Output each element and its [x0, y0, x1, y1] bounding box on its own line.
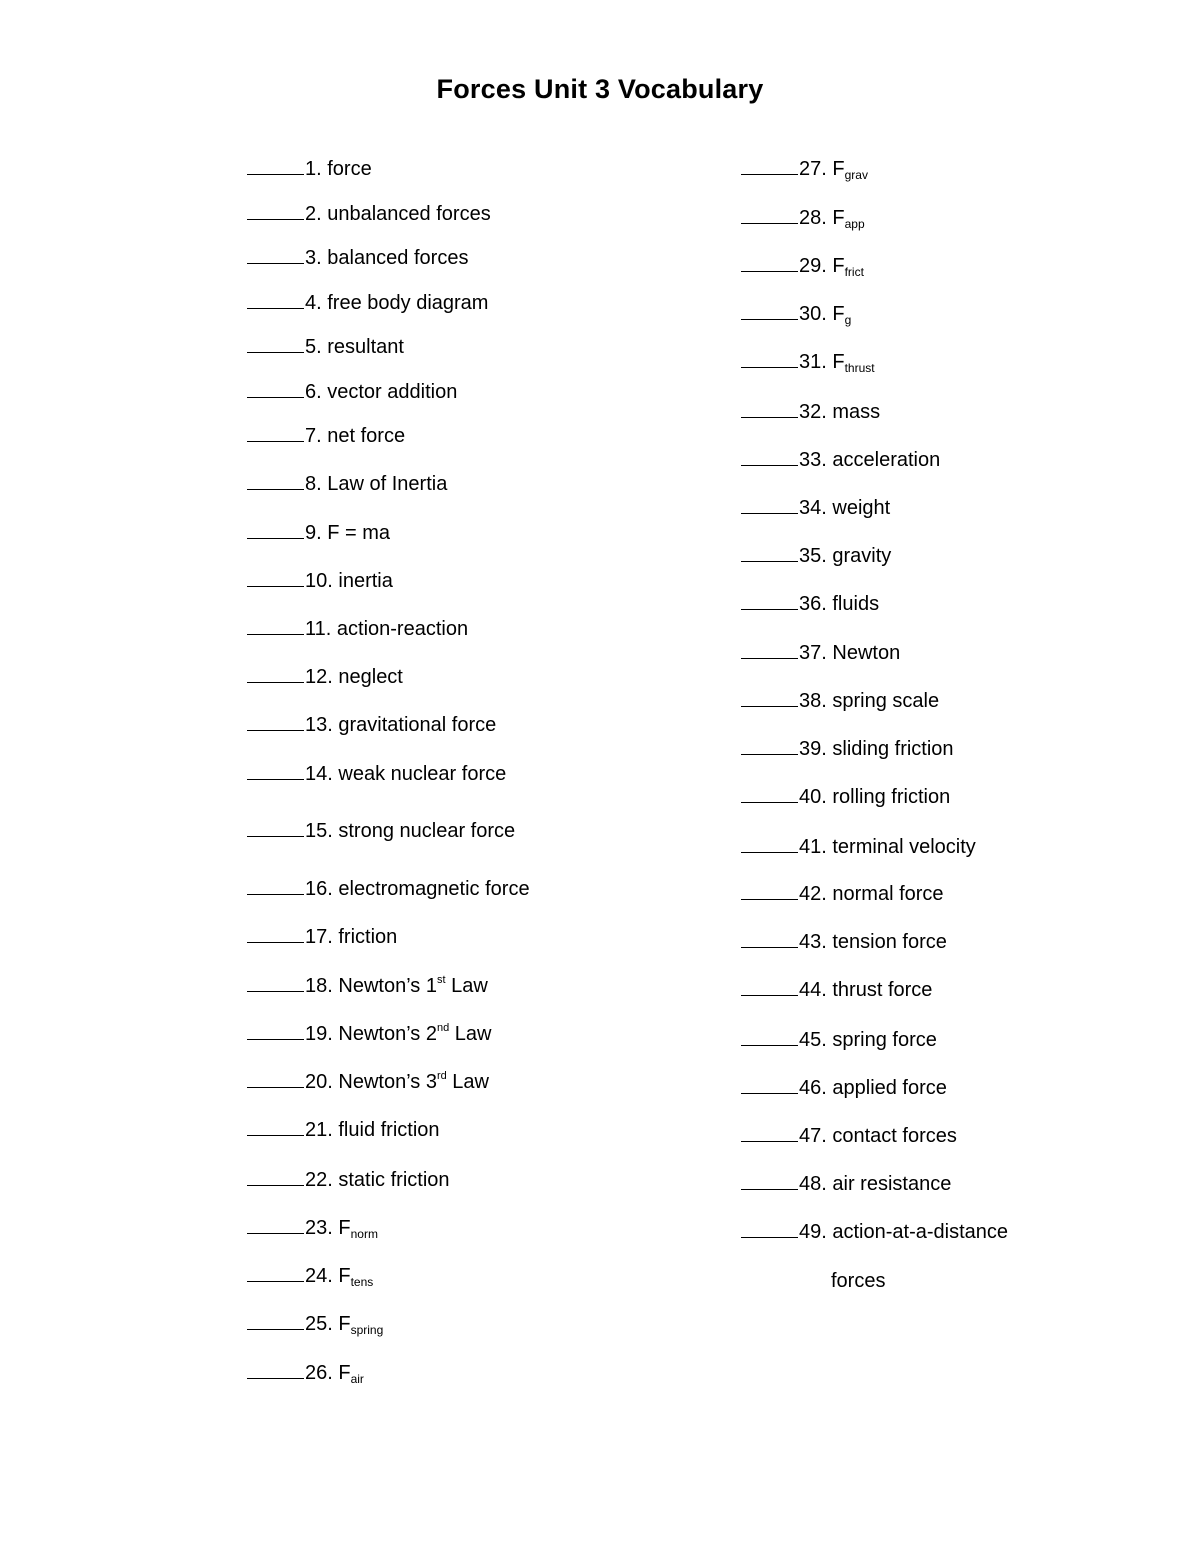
- item-number: 33.: [799, 449, 827, 471]
- term-text: resultant: [327, 336, 404, 358]
- term-text: Newton: [832, 642, 901, 664]
- answer-blank[interactable]: [247, 475, 304, 490]
- item-number: 22.: [305, 1169, 333, 1191]
- answer-blank[interactable]: [741, 740, 798, 755]
- term-text: F: [832, 158, 845, 180]
- answer-blank[interactable]: [247, 160, 304, 175]
- answer-blank[interactable]: [741, 403, 798, 418]
- answer-blank[interactable]: [741, 209, 798, 224]
- term-text: tension force: [832, 931, 947, 953]
- answer-blank[interactable]: [741, 1031, 798, 1046]
- term-text: air resistance: [832, 1173, 952, 1195]
- vocab-item: [741, 400, 880, 424]
- item-number: 6.: [305, 381, 322, 403]
- vocab-item: [741, 641, 900, 665]
- vocab-item: [247, 569, 393, 593]
- term-text: Law of Inertia: [327, 473, 448, 495]
- item-number: 32.: [799, 401, 827, 423]
- term-text: free body diagram: [327, 292, 489, 314]
- term-suffix: Law: [445, 975, 488, 997]
- vocab-item: [247, 1312, 383, 1336]
- term-text: F: [338, 1362, 351, 1384]
- vocab-item: [741, 496, 890, 520]
- item-number: 45.: [799, 1029, 827, 1051]
- vocab-item: [247, 202, 491, 226]
- vocab-item: [741, 835, 976, 859]
- item-number: 30.: [799, 303, 827, 325]
- item-number: 18.: [305, 975, 333, 997]
- term-text: acceleration: [832, 449, 941, 471]
- term-text: F = ma: [327, 522, 391, 544]
- answer-blank[interactable]: [247, 572, 304, 587]
- term-text: spring scale: [832, 690, 940, 712]
- vocab-item: [741, 689, 939, 713]
- term-text: friction: [338, 926, 398, 948]
- term-text: normal force: [832, 883, 944, 905]
- term-subscript: grav: [844, 168, 868, 182]
- vocab-item: [247, 819, 515, 843]
- answer-blank[interactable]: [741, 692, 798, 707]
- vocab-item: [247, 925, 397, 949]
- item-number: 8.: [305, 473, 322, 495]
- item-number: 19.: [305, 1023, 333, 1045]
- item-49-continuation: forces: [831, 1270, 886, 1292]
- term-text: sliding friction: [832, 738, 954, 760]
- vocab-item: [741, 930, 947, 954]
- vocab-item: [741, 254, 864, 278]
- answer-blank[interactable]: [741, 1127, 798, 1142]
- answer-blank[interactable]: [741, 981, 798, 996]
- vocab-item: [247, 1361, 364, 1385]
- term-text: Newton’s 2: [338, 1023, 437, 1045]
- vocab-item: [741, 1172, 951, 1196]
- vocab-item: [247, 291, 488, 315]
- vocab-item: [741, 1028, 937, 1052]
- answer-blank[interactable]: [741, 933, 798, 948]
- vocab-item: [247, 1264, 373, 1288]
- item-number: 43.: [799, 931, 827, 953]
- vocab-item: [247, 665, 403, 689]
- answer-blank[interactable]: [247, 249, 304, 264]
- item-number: 47.: [799, 1125, 827, 1147]
- answer-blank[interactable]: [741, 788, 798, 803]
- answer-blank[interactable]: [247, 338, 304, 353]
- vocab-item: [741, 448, 940, 472]
- item-number: 1.: [305, 158, 322, 180]
- term-text: static friction: [338, 1169, 450, 1191]
- term-text: weak nuclear force: [338, 763, 507, 785]
- vocab-item: [741, 1076, 947, 1100]
- item-number: 3.: [305, 247, 322, 269]
- answer-blank[interactable]: [247, 1364, 304, 1379]
- term-text: unbalanced forces: [327, 203, 491, 225]
- term-text: F: [832, 351, 845, 373]
- answer-blank[interactable]: [247, 716, 304, 731]
- answer-blank[interactable]: [247, 928, 304, 943]
- answer-blank[interactable]: [741, 838, 798, 853]
- term-text: Newton’s 1: [338, 975, 437, 997]
- vocab-item: [247, 472, 447, 496]
- term-text: rolling friction: [832, 786, 951, 808]
- item-number: 2.: [305, 203, 322, 225]
- item-number: 40.: [799, 786, 827, 808]
- item-number: 37.: [799, 642, 827, 664]
- term-text: inertia: [338, 570, 393, 592]
- answer-blank[interactable]: [247, 294, 304, 309]
- item-number: 24.: [305, 1265, 333, 1287]
- term-subscript: app: [844, 217, 865, 231]
- item-number: 13.: [305, 714, 333, 736]
- vocab-item: [247, 713, 496, 737]
- item-number: 14.: [305, 763, 333, 785]
- item-number: 21.: [305, 1119, 333, 1141]
- term-text: gravity: [832, 545, 892, 567]
- item-number: 44.: [799, 979, 827, 1001]
- term-text: spring force: [832, 1029, 937, 1051]
- term-suffix: Law: [449, 1023, 492, 1045]
- item-number: 15.: [305, 820, 333, 842]
- item-number: 42.: [799, 883, 827, 905]
- vocab-item: [247, 1168, 450, 1192]
- term-text: neglect: [338, 666, 403, 688]
- vocab-item: [741, 157, 868, 181]
- item-number: 10.: [305, 570, 333, 592]
- item-number: 5.: [305, 336, 322, 358]
- answer-blank[interactable]: [741, 160, 798, 175]
- term-text: F: [832, 255, 845, 277]
- vocab-item: [741, 785, 950, 809]
- answer-blank[interactable]: [247, 822, 304, 837]
- answer-blank[interactable]: [247, 977, 304, 992]
- term-subscript: norm: [350, 1227, 378, 1241]
- vocab-item: [247, 1118, 440, 1142]
- term-text: Newton’s 3: [338, 1071, 437, 1093]
- vocab-item: [247, 1070, 489, 1094]
- item-number: 17.: [305, 926, 333, 948]
- term-text: thrust force: [832, 979, 933, 1001]
- vocab-item: [741, 1220, 1008, 1244]
- term-text: electromagnetic force: [338, 878, 530, 900]
- term-text: action-at-a-distance: [832, 1221, 1009, 1243]
- vocab-item: [247, 380, 457, 404]
- term-text: terminal velocity: [832, 836, 976, 858]
- term-text: contact forces: [832, 1125, 957, 1147]
- item-number: 38.: [799, 690, 827, 712]
- answer-blank[interactable]: [741, 885, 798, 900]
- term-text: F: [338, 1265, 351, 1287]
- vocab-item: [741, 978, 932, 1002]
- answer-blank[interactable]: [741, 1223, 798, 1238]
- vocab-item: [247, 617, 468, 641]
- term-superscript: nd: [436, 1022, 450, 1034]
- answer-blank[interactable]: [741, 305, 798, 320]
- term-text: force: [327, 158, 372, 180]
- page-title: Forces Unit 3 Vocabulary: [436, 74, 764, 104]
- vocab-item: [247, 877, 530, 901]
- term-text: action-reaction: [336, 618, 469, 640]
- answer-blank[interactable]: [741, 499, 798, 514]
- answer-blank[interactable]: [247, 383, 304, 398]
- item-number: 20.: [305, 1071, 333, 1093]
- answer-blank[interactable]: [741, 451, 798, 466]
- vocab-item: [741, 882, 944, 906]
- answer-blank[interactable]: [247, 205, 304, 220]
- item-number: 7.: [305, 425, 322, 447]
- term-text: F: [832, 207, 845, 229]
- answer-blank[interactable]: [247, 1121, 304, 1136]
- item-number: 16.: [305, 878, 333, 900]
- term-text: F: [338, 1313, 351, 1335]
- term-subscript: air: [350, 1372, 364, 1386]
- answer-blank[interactable]: [741, 644, 798, 659]
- vocab-item: [741, 1124, 957, 1148]
- term-text: gravitational force: [338, 714, 497, 736]
- vocab-item: [247, 1022, 491, 1046]
- answer-blank[interactable]: [247, 1025, 304, 1040]
- answer-blank[interactable]: [741, 595, 798, 610]
- vocab-item: [741, 544, 891, 568]
- item-number: 49.: [799, 1221, 827, 1243]
- vocab-item: [247, 521, 390, 545]
- vocab-item: [741, 302, 851, 326]
- term-subscript: tens: [350, 1275, 374, 1289]
- term-subscript: thrust: [844, 361, 875, 375]
- answer-blank[interactable]: [741, 257, 798, 272]
- item-number: 46.: [799, 1077, 827, 1099]
- vocab-item: [741, 592, 879, 616]
- vocab-item: [247, 157, 372, 181]
- answer-blank[interactable]: [247, 880, 304, 895]
- answer-blank[interactable]: [247, 524, 304, 539]
- vocab-item: [741, 206, 865, 230]
- answer-blank[interactable]: [247, 1073, 304, 1088]
- item-number: 28.: [799, 207, 827, 229]
- vocab-item: [247, 424, 405, 448]
- item-number: 11.: [305, 618, 332, 640]
- vocab-item: [741, 737, 954, 761]
- answer-blank[interactable]: [741, 353, 798, 368]
- item-number: 36.: [799, 593, 827, 615]
- term-text: vector addition: [327, 381, 458, 403]
- answer-blank[interactable]: [741, 1079, 798, 1094]
- term-text: fluids: [832, 593, 880, 615]
- vocab-item: [247, 1216, 378, 1240]
- vocab-item: [247, 335, 404, 359]
- item-number: 9.: [305, 522, 322, 544]
- term-superscript: rd: [436, 1070, 447, 1082]
- item-number: 35.: [799, 545, 827, 567]
- answer-blank[interactable]: [247, 620, 304, 635]
- answer-blank[interactable]: [247, 1219, 304, 1234]
- term-subscript: g: [844, 313, 852, 327]
- term-superscript: st: [436, 974, 446, 986]
- item-number: 41.: [799, 836, 827, 858]
- item-number: 23.: [305, 1217, 333, 1239]
- term-text: F: [338, 1217, 351, 1239]
- term-text: fluid friction: [338, 1119, 440, 1141]
- item-number: 34.: [799, 497, 827, 519]
- vocab-item: [247, 974, 488, 998]
- vocab-item: [741, 350, 875, 374]
- item-number: 25.: [305, 1313, 333, 1335]
- item-number: 31.: [799, 351, 827, 373]
- answer-blank[interactable]: [247, 1267, 304, 1282]
- vocab-item: [247, 246, 468, 270]
- term-text: balanced forces: [327, 247, 469, 269]
- term-subscript: spring: [350, 1323, 384, 1337]
- term-suffix: Law: [446, 1071, 489, 1093]
- item-number: 4.: [305, 292, 322, 314]
- vocab-item: [247, 762, 506, 786]
- answer-blank[interactable]: [247, 668, 304, 683]
- answer-blank[interactable]: [247, 1171, 304, 1186]
- item-number: 27.: [799, 158, 827, 180]
- term-text: F: [832, 303, 845, 325]
- answer-blank[interactable]: [247, 1315, 304, 1330]
- item-number: 48.: [799, 1173, 827, 1195]
- answer-blank[interactable]: [741, 547, 798, 562]
- item-number: 39.: [799, 738, 827, 760]
- term-text: weight: [832, 497, 891, 519]
- term-text: mass: [832, 401, 881, 423]
- term-subscript: frict: [844, 265, 864, 279]
- answer-blank[interactable]: [247, 427, 304, 442]
- item-number: 29.: [799, 255, 827, 277]
- item-number: 26.: [305, 1362, 333, 1384]
- term-text: applied force: [832, 1077, 947, 1099]
- answer-blank[interactable]: [741, 1175, 798, 1190]
- term-text: net force: [327, 425, 406, 447]
- term-text: strong nuclear force: [338, 820, 516, 842]
- answer-blank[interactable]: [247, 765, 304, 780]
- item-number: 12.: [305, 666, 333, 688]
